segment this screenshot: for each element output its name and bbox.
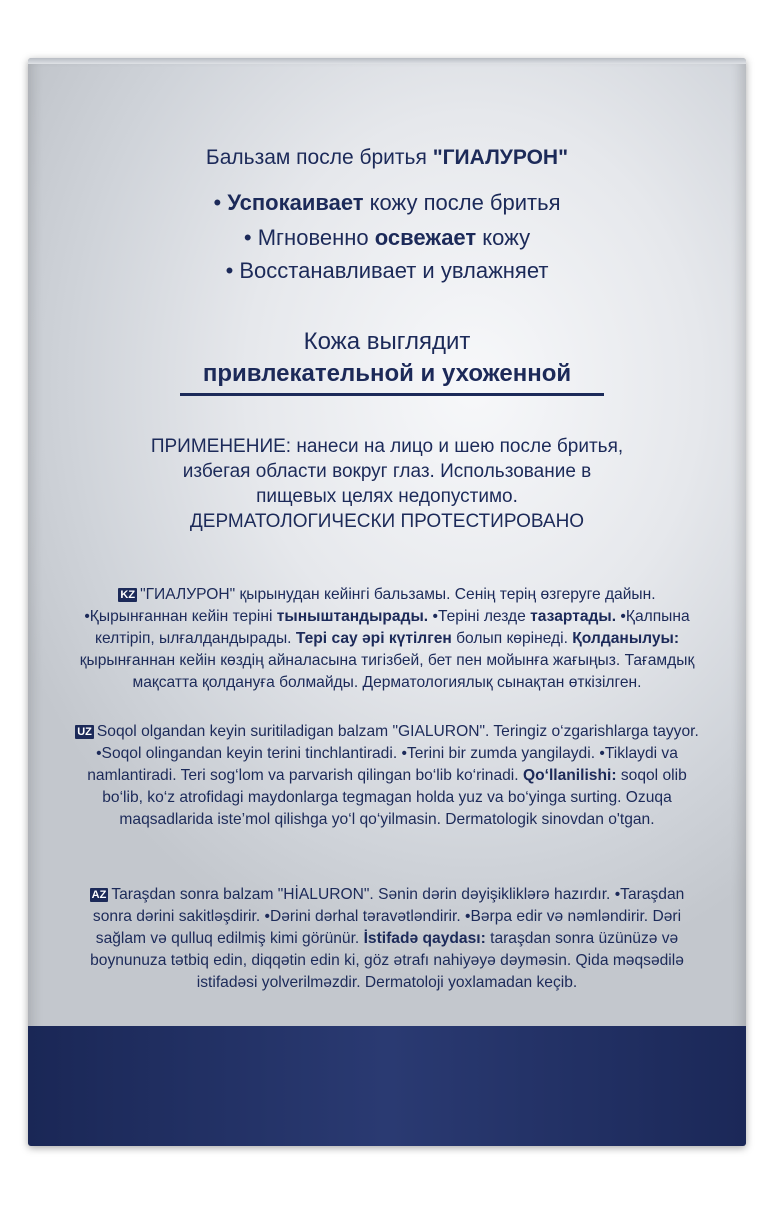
bullet-1: • Успокаивает кожу после бритья [213, 190, 561, 215]
product-title [28, 146, 746, 170]
product-box [28, 58, 746, 1146]
usage-line-3: пищевых целях недопустимо. [256, 486, 518, 507]
kazakh-text-block: KZ "ГИАЛУРОН" қырынудан кейінгі бальзамы. Сенің терің өзгеруге дайын. •Қырынғаннан кейін теріні тыныштандырады. •Теріні лезде тазартады. •Қалпына келтіріп, ылғалдандырады. Тері сау әрі күтілген болып көрінеді. Қолданылуы: қырынғаннан кейін көздің айналасына тигізбей, бет пен мойынға жағыңыз. Тағамдық мақсатта қолдануға болмайды. Дерматологиялық сынақтан өткізілген. [79, 586, 695, 691]
bullet-2: • Мгновенно освежает кожу [243, 225, 531, 250]
usage-line-2: избегая области вокруг глаз. Использование в [182, 461, 592, 482]
usage-line-4: ДЕРМАТОЛОГИЧЕСКИ ПРОТЕСТИРОВАНО [189, 511, 585, 532]
usage-instructions [68, 434, 706, 534]
box-top-edge [28, 58, 746, 64]
look-line-1: Кожа выглядит [303, 328, 471, 355]
navy-bottom-band [28, 1026, 746, 1146]
title-brand: "ГИАЛУРОН" [432, 146, 569, 169]
uzbek-text-block: UZ Soqol olgandan keyin suritiladigan balzam "GIALURON". Teringiz o‘zgarishlarga tayyor. •Soqol olingandan keyin terini tinchlantiradi. •Terini bir zumda yangilaydi. •Tiklaydi va namlantiradi. Teri sog‘lom va parvarish qilingan bo‘lib ko‘rinadi. Qo‘llanilishi: soqol olib bo‘lib, ko‘z atrofidagi maydonlarga tegmagan holda yuz va bo‘yinga surting. Ozuqa maqsadlarida iste’mol qilishga yo‘l qo‘yilmasin. Dermatologik sinovdan o'tgan. [77, 723, 699, 828]
az-language-tag: AZ [91, 889, 107, 901]
kz-language-tag: KZ [120, 589, 136, 601]
uz-language-tag: UZ [77, 726, 92, 738]
azerbaijani-text-block: AZ Taraşdan sonra balzam "HİALURON". Sənin dərin dəyişikliklərə hazırdır. •Taraşdan sonra dərini sakitləşdirir. •Dərini dərhal təravətləndirir. •Bərpa edir və nəmləndirir. Dəri sağlam və qulluq edilmiş kimi görünür. İstifadə qaydası: taraşdan sonra üzünüzə və boynunuza tətbiq edin, diqqətin edin ki, göz ətrafı nahiyəyə dəyməsin. Qida məqsədilə istifadəsi yolverilməzdir. Dermatoloji yoxlamadan keçib. [90, 886, 685, 991]
usage-line-1: ПРИМЕНЕНИЕ: нанеси на лицо и шею после бритья, [150, 436, 624, 457]
look-line-2: привлекательной и ухоженной [202, 360, 572, 387]
bullet-3: • Восстанавливает и увлажняет [225, 258, 549, 283]
title-text: Бальзам после бритья [205, 146, 433, 169]
headline-underline [180, 393, 604, 396]
